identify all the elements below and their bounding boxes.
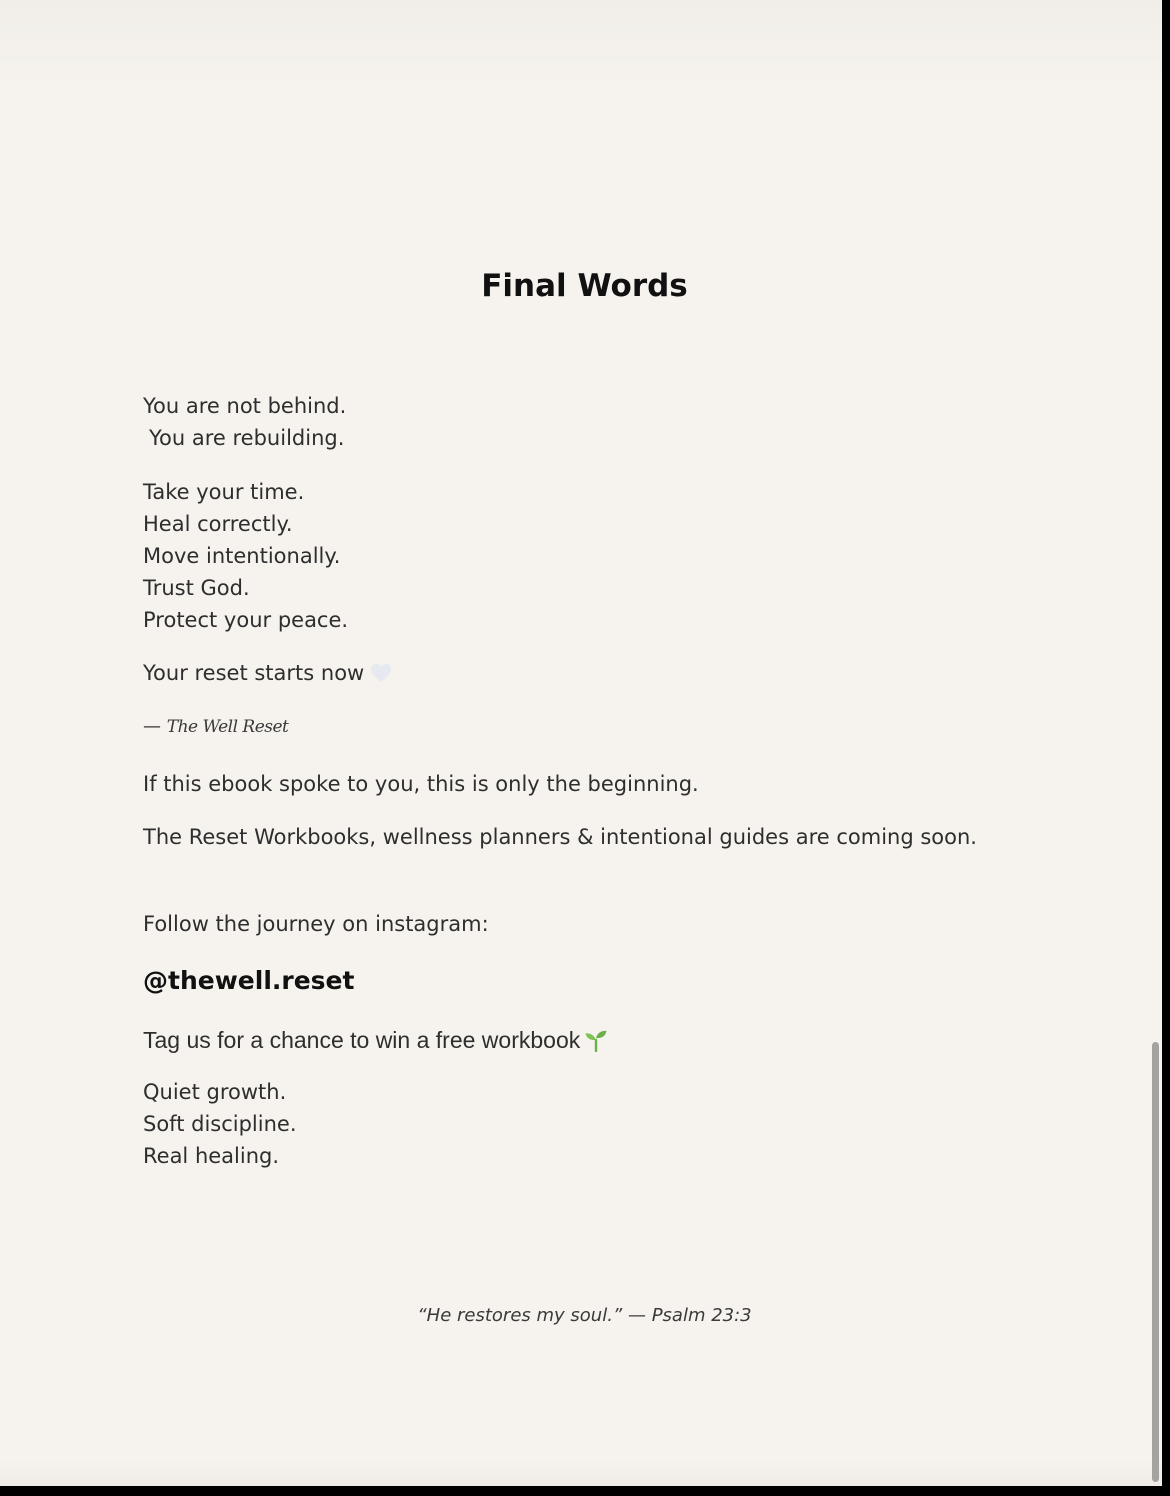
signature-name: The Well Reset (166, 717, 289, 737)
coming-soon-paragraph: The Reset Workbooks, wellness planners & intentional guides are coming soon. (143, 825, 977, 849)
affirmation-line: Heal correctly. (143, 512, 293, 536)
closing-line: Real healing. (143, 1144, 280, 1168)
seedling-icon (584, 1028, 608, 1052)
affirmation-line: Move intentionally. (143, 544, 341, 568)
tag-paragraph (143, 1024, 608, 1056)
scrollbar-thumb[interactable] (1152, 1042, 1159, 1482)
follow-paragraph: Follow the journey on instagram: (143, 912, 489, 936)
signature-dash: — (143, 716, 161, 737)
bottom-fade (0, 1458, 1162, 1486)
affirmation-line: Trust God. (143, 576, 250, 600)
page-title: Final Words (481, 268, 688, 304)
closing-line: Soft discipline. (143, 1112, 297, 1136)
ebook-page (143, 0, 1023, 1486)
tag-text: Tag us for a chance to win a free workbook (143, 1027, 581, 1053)
intro-line-2: You are rebuilding. (149, 426, 345, 450)
affirmation-line: Protect your peace. (143, 608, 349, 632)
affirmations-paragraph (143, 476, 348, 636)
verse-quote: “He restores my soul.” — Psalm 23:3 (417, 1305, 752, 1326)
closing-line: Quiet growth. (143, 1080, 287, 1104)
affirmation-line: Take your time. (143, 480, 305, 504)
reset-text: Your reset starts now (143, 661, 365, 685)
intro-line-1: You are not behind. (143, 394, 347, 418)
instagram-handle: @thewell.reset (143, 966, 355, 995)
scrollbar[interactable] (1150, 0, 1162, 1486)
white-heart-icon (370, 660, 392, 680)
intro-paragraph (143, 390, 346, 454)
closing-paragraph (143, 1076, 297, 1172)
beginning-paragraph: If this ebook spoke to you, this is only the beginning. (143, 772, 699, 796)
signature (143, 716, 288, 737)
reset-paragraph (143, 657, 392, 689)
